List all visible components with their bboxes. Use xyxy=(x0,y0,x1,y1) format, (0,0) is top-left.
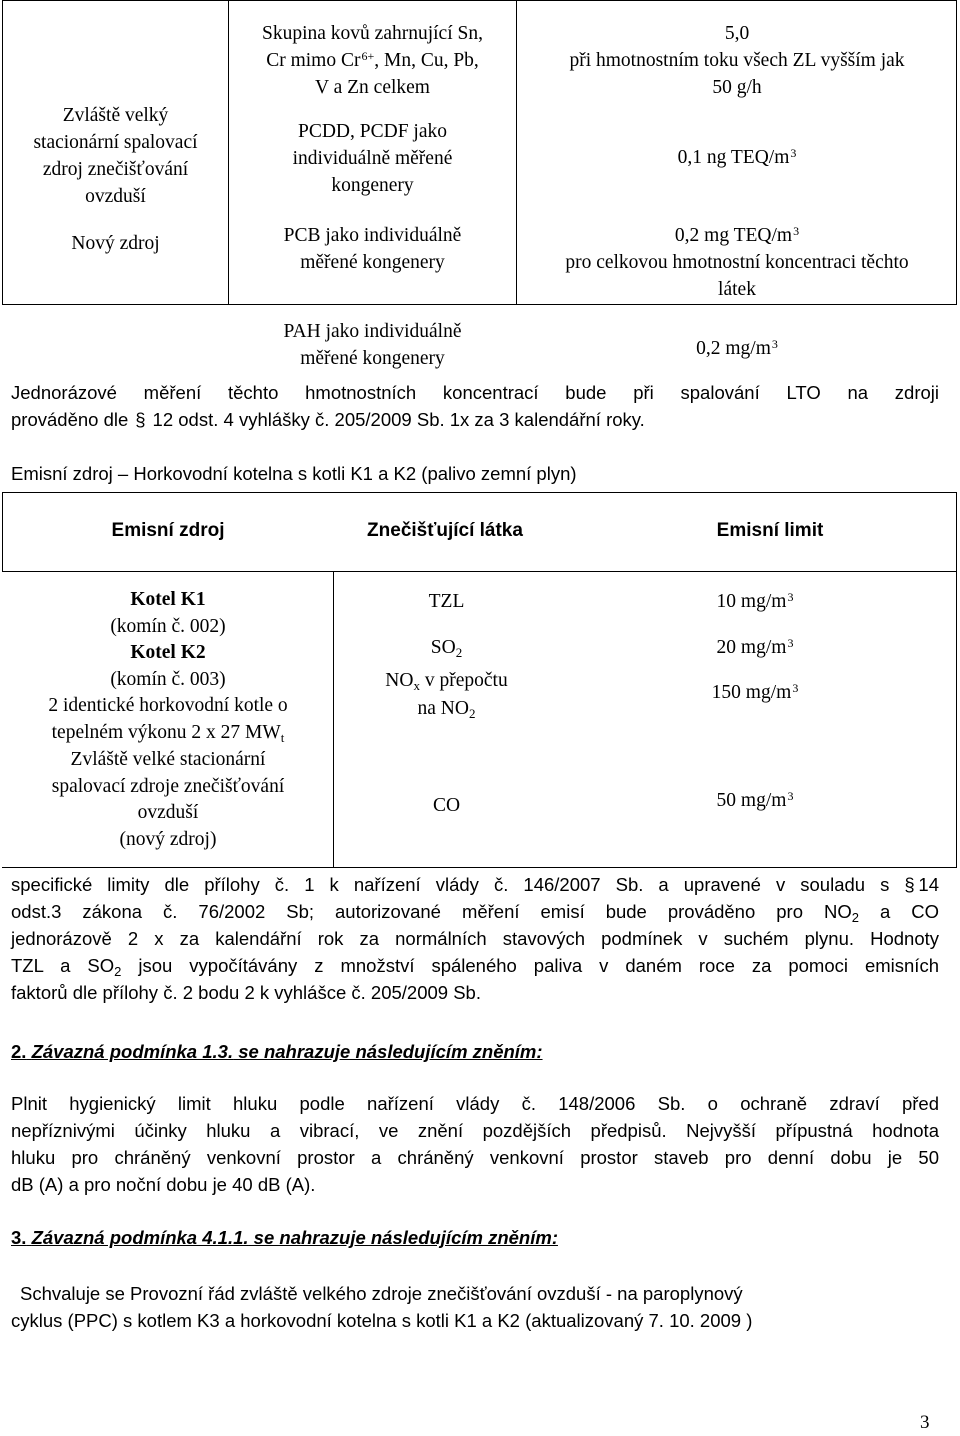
limit-line: látek xyxy=(718,279,756,300)
source-line: ovzduší xyxy=(85,186,146,207)
emission-source-heading: Emisní zdroj – Horkovodní kotelna s kotli K1 a K2 (palivo zemní plyn) xyxy=(11,463,577,484)
limit-pcb xyxy=(517,222,957,303)
limit-line: 50 g/h xyxy=(712,77,762,98)
table1-border-top xyxy=(2,0,957,1)
source-desc-line: 2 identické horkovodní kotle o xyxy=(48,695,288,716)
limits-note-line4: TZL a $SO_2$ jsou vypočítávány z množství spáleného paliva v daném roce za pomoci emisních xyxy=(11,955,939,979)
heading-rest: se nahrazuje následujícím zněním: xyxy=(248,1227,558,1248)
source-desc-line: spalovací zdroje znečišťování xyxy=(51,775,285,797)
boiler-k2: Kotel K2 xyxy=(130,642,206,663)
source-line: Zvláště velký xyxy=(62,105,169,126)
approval-line2: cyklus (PPC) s kotlem K3 a horkovodní kotelna s kotli K1 a K2 (aktualizovaný 7. 10. 2009 ) xyxy=(11,1310,753,1331)
table2-header-bottom xyxy=(2,571,957,572)
limit-line: při hmotnostním toku všech ZL vyšším jak xyxy=(569,50,905,71)
pollutant-line: PCB jako individuálně xyxy=(283,225,462,246)
boiler-k1: Kotel K1 xyxy=(130,589,206,610)
pollutant-metals xyxy=(229,20,516,101)
limits-note-line5: faktorů dle přílohy č. 2 bodu 2 k vyhlášce č. 205/2009 Sb. xyxy=(11,982,481,1003)
limit-nox: 150 $mg/m^3$ xyxy=(711,681,799,703)
table2-border-bottom xyxy=(2,867,957,868)
heading-rest: se nahrazuje následujícím zněním: xyxy=(233,1041,543,1062)
header-pollutant: Znečišťující látka xyxy=(367,520,523,541)
heading-title: Závazná podmínka 1.3. xyxy=(31,1041,234,1062)
source-cell xyxy=(3,102,228,257)
limits-note-line2: odst.3 zákona č. 76/2002 Sb; autorizované měření emisí bude prováděno pro $NO_2$ a CO xyxy=(11,901,939,925)
limit-metals xyxy=(517,20,957,101)
condition-heading-3 xyxy=(11,1224,939,1251)
source-new-label: Nový zdroj xyxy=(71,233,160,254)
pollutant-line: měřené kongenery xyxy=(300,348,445,369)
pollutant-line: individuálně měřené xyxy=(292,148,453,169)
source-desc-line: ovzduší xyxy=(137,802,199,823)
limits-note-line3: jednorázově 2 x za kalendářní rok za normálních stavových podmínek v suchém plynu. Hodnoty xyxy=(11,928,939,949)
boiler-k2-stack: (komín č. 003) xyxy=(110,668,226,690)
pollutant-pcdd xyxy=(229,118,516,199)
pollutant-line: PCDD, PCDF jako xyxy=(298,121,447,142)
condition-heading-2 xyxy=(11,1038,939,1065)
pollutant-line: měřené kongenery xyxy=(300,252,445,273)
limit-pcdd xyxy=(517,144,957,171)
pollutant-pah xyxy=(229,318,516,372)
limit-line: 0,2 mg TEQ/$m^3$ xyxy=(674,224,800,246)
limit-line: 5,0 xyxy=(724,23,750,44)
pollutant-line: PAH jako individuálně xyxy=(283,321,462,342)
pollutant-so2: $SO_2$ xyxy=(430,637,463,660)
source-description xyxy=(3,587,333,853)
source-desc-line: tepelném výkonu 2 x 27 $MW_t$ xyxy=(51,721,285,745)
limit-line: 0,1 ng TEQ/$m^3$ xyxy=(677,146,797,168)
source-line: zdroj znečišťování xyxy=(42,159,189,180)
table1-border-bottom xyxy=(2,304,957,305)
table2-border-top xyxy=(2,492,957,493)
noise-line1: Plnit hygienický limit hluku podle nařízení vlády č. 148/2006 Sb. o ochraně zdraví před xyxy=(11,1093,939,1114)
noise-line2: nepříznivými účinky hluku a vibrací, ve znění pozdějších předpisů. Nejvyšší přípustná hodnota xyxy=(11,1120,939,1141)
limit-co: 50 $mg/m^3$ xyxy=(716,789,794,811)
heading-number: 2. xyxy=(11,1041,27,1062)
source-line: stacionární spalovací xyxy=(33,132,198,153)
measurement-note-line1: Jednorázové měření těchto hmotnostních koncentrací bude při spalování LTO na zdroji xyxy=(11,382,939,403)
measurement-note-line2: prováděno dle § 12 odst. 4 vyhlášky č. 205/2009 Sb. 1x za 3 kalendářní roky. xyxy=(11,409,645,430)
pollutant-line: V a Zn celkem xyxy=(315,77,430,98)
page-number: 3 xyxy=(920,1412,930,1433)
limit-line: pro celkovou hmotnostní koncentraci těchto xyxy=(565,252,909,273)
limits-note-line1: specifické limity dle přílohy č. 1 k nařízení vlády č. 146/2007 Sb. a upravené v souladu s § 14 xyxy=(11,874,939,895)
source-desc-line: (nový zdroj) xyxy=(119,828,217,850)
pollutant-tzl: TZL xyxy=(428,591,465,612)
approval-line1: Schvaluje se Provozní řád zvláště velkého zdroje znečišťování ovzduší - na paroplynový xyxy=(20,1283,743,1304)
header-emission-source: Emisní zdroj xyxy=(111,520,225,541)
limit-tzl: 10 $mg/m^3$ xyxy=(716,590,794,612)
noise-line4: dB (A) a pro noční dobu je 40 dB (A). xyxy=(11,1174,316,1195)
table2-border-right xyxy=(956,492,957,868)
limit-so2: 20 $mg/m^3$ xyxy=(716,636,794,658)
noise-line3: hluku pro chráněný venkovní prostor a chráněný venkovní prostor staveb pro denní dobu je 50 xyxy=(11,1147,939,1168)
pollutant-line: Cr mimo $Cr^{6+}$, Mn, Cu, Pb, xyxy=(266,49,479,71)
boiler-k1-stack: (komín č. 002) xyxy=(110,615,226,637)
pollutant-line: Skupina kovů zahrnující Sn, xyxy=(262,23,483,44)
pollutant-line: kongenery xyxy=(331,175,414,196)
heading-number: 3. xyxy=(11,1227,27,1248)
header-emission-limit: Emisní limit xyxy=(716,520,824,541)
limit-pah: 0,2 $mg/m^3$ xyxy=(696,337,778,359)
pollutant-pcb xyxy=(229,222,516,276)
pollutant-nox: $NO_x$ v přepočtu na $NO_2$ xyxy=(385,670,508,721)
pollutant-co: CO xyxy=(432,795,461,816)
source-desc-line: Zvláště velké stacionární xyxy=(70,749,266,770)
heading-title: Závazná podmínka 4.1.1. xyxy=(31,1227,249,1248)
